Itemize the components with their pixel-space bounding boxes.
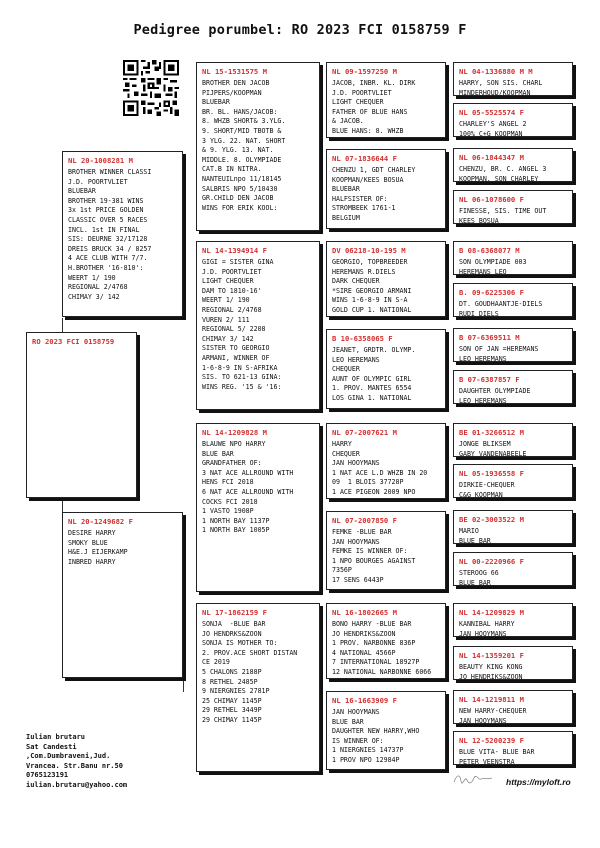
pigeon-description: NEW HARRY-CHEQUER JAN HOOYMANS xyxy=(459,707,527,724)
ring-number: RO 2023 FCI 0158759 xyxy=(32,337,115,346)
ring-number: NL 05-1936558 F xyxy=(459,469,524,478)
great-grandparent-card[interactable] xyxy=(326,62,446,138)
gg-grandparent-card[interactable] xyxy=(453,464,573,498)
pigeon-description: JONGE BLIKSEM GABY VANDENABEELE xyxy=(459,440,527,457)
ring-number: NL 06-1844347 M xyxy=(459,153,524,162)
pigeon-description: CHARLEY'S ANGEL 2 100% C+G KOOPMAN xyxy=(459,120,527,137)
ring-number: B 07-6387857 F xyxy=(459,375,520,384)
ring-number: B 10-6358065 F xyxy=(332,334,393,343)
great-grandparent-card[interactable] xyxy=(326,603,446,679)
gg-grandparent-card[interactable] xyxy=(453,510,573,544)
owner-name: Iulian brutaru xyxy=(26,733,86,741)
pigeon-description: CHENZU, BR. C. ANGEL 3 KOOPMAN, SON CHARLEY xyxy=(459,165,547,182)
ring-number: NL 12-5200239 F xyxy=(459,736,524,745)
ring-number: NL 20-1249682 F xyxy=(68,517,133,526)
pigeon-description: DT. GOUDHAANTJE-DIELS RUDI DIELS xyxy=(459,300,543,317)
ring-number: NL 14-1394914 F xyxy=(202,246,267,255)
pigeon-description: SONJA -BLUE BAR JO HENDRKS&ZOON SONJA IS MOTHER TO: 2. PROV.ACE SHORT DISTAN CE 2019 5 CHALONS 2188P 8 RETHEL 2485P 9 NIERGNIES 2781P 25 CHIMAY 1145P 29 RETHEL 3449P 29 CHIMAY 1145P xyxy=(202,620,298,724)
pigeon-description: CHENZU 1, GDT CHARLEY KOOPMAN/KEES BOSUA BLUEBAR HALFSISTER OF: STROMBEEK 1761-1 BELGIUM xyxy=(332,166,416,222)
pigeon-description: BLUE VITA- BLUE BAR PETER VEENSTRA xyxy=(459,748,535,765)
great-grandparent-card[interactable] xyxy=(326,241,446,317)
gg-grandparent-card[interactable] xyxy=(453,283,573,317)
grandparent-card[interactable] xyxy=(196,241,320,410)
ring-number: NL 16-1802665 M xyxy=(332,608,397,617)
dam-card[interactable] xyxy=(62,512,183,678)
ring-number: NL 14-1209829 M xyxy=(459,608,524,617)
owner-phone: 0765123191 xyxy=(26,771,69,780)
pigeon-description: STEROOG 66 BLUE BAR xyxy=(459,569,499,586)
great-grandparent-card[interactable] xyxy=(326,149,446,229)
pigeon-description: GIGI = SISTER GINA J.D. POORTVLIET LIGHT CHEQUER DAM TO 1810-16' WEERT 1/ 190 REGIONAL 2/4768 VUREN 2/ 111 REGIONAL 5/ 2208 CHIMAY 3/ 142 SISTER TO GEORGIO ARMANI, WINNER OF 1-6-8-9 IN S-AFRIKA SIS. TO 621-13 GINA: WINS REG. '15 & '16: xyxy=(202,258,282,391)
subject-pigeon-card[interactable] xyxy=(26,332,137,498)
gg-grandparent-card[interactable] xyxy=(453,646,573,680)
gg-grandparent-card[interactable] xyxy=(453,190,573,224)
gg-grandparent-card[interactable] xyxy=(453,148,573,182)
ring-number: NL 07-2007621 M xyxy=(332,428,397,437)
ring-number: NL 07-1836644 F xyxy=(332,154,397,163)
pigeon-description: HARRY, SON SIS. CHARL MINDERHOUD/KOOPMAN xyxy=(459,79,543,96)
gg-grandparent-card[interactable] xyxy=(453,103,573,137)
great-grandparent-card[interactable] xyxy=(326,511,446,590)
pigeon-description: KANNIBAL HARRY JAN HOOYMANS xyxy=(459,620,515,637)
website-link[interactable]: https://myloft.ro xyxy=(506,777,571,787)
ring-number: NL 20-1008281 M xyxy=(68,156,133,165)
great-grandparent-card[interactable] xyxy=(326,691,446,770)
ring-number: NL 14-1209828 M xyxy=(202,428,267,437)
owner-contact xyxy=(26,733,127,791)
pigeon-description: BONO HARRY -BLUE BAR JO HENDRIKS&ZOON 1 PROV. NARBONNE 836P 4 NATIONAL 4566P 7 INTERNATIONAL 18927P 12 NATIONAL NARBONNE 6066 xyxy=(332,620,432,676)
qr-code-icon xyxy=(123,60,179,116)
pigeon-description: BLAUWE NPO HARRY BLUE BAR GRANDFATHER OF: 3 NAT ACE ALLROUND WITH HENS FCI 2018 6 NAT ACE ALLROUND WITH COCKS FCI 2018 1 VASTO 1908P 1 NORTH BAY 1137P 1 NORTH BAY 1005P xyxy=(202,440,294,535)
ring-number: NL 17-1862159 F xyxy=(202,608,267,617)
ring-number: NL 04-1336880 M M xyxy=(459,67,533,76)
gg-grandparent-card[interactable] xyxy=(453,690,573,724)
ring-number: B 07-6369511 M xyxy=(459,333,520,342)
sire-card[interactable] xyxy=(62,151,183,317)
pigeon-description: FINESSE, SIS. TIME OUT KEES BOSUA xyxy=(459,207,547,224)
ring-number: NL 14-1219811 M xyxy=(459,695,524,704)
grandparent-card[interactable] xyxy=(196,603,320,772)
pigeon-description: BROTHER WINNER CLASSI J.D. POORTVLIET BLUEBAR BROTHER 19-381 WINS 3x 1st PRICE GOLDEN CLASSIC OVER 5 RACES INCL. 1st IN FINAL SIS: DEURNE 32/17128 DREIS BRUCK 34 / 8257 4 ACE CLUB WITH 7/7. H.BROTHER '16-810': WEERT 1/ 190 REGIONAL 2/4768 CHIMAY 3/ 142 xyxy=(68,168,152,301)
connector-line xyxy=(183,160,184,312)
gg-grandparent-card[interactable] xyxy=(453,603,573,637)
owner-email: iulian.brutaru@yahoo.com xyxy=(26,780,128,789)
pigeon-description: GEORGIO, TOPBREEDER HEREMANS R.DIELS DARK CHEQUER *SIRE GEORGIO ARMANI WINS 1-6-8-9 IN S-A GOLD CUP 1. NATIONAL xyxy=(332,258,412,314)
pigeon-description: HARRY CHEQUER JAN HOOYMANS 1 NAT ACE L.D WHZB IN 20 09 1 BLOIS 37728P 1 ACE PIGEON 2009 NPO xyxy=(332,440,428,496)
owner-address: Vrancea. Str.Banu nr.50 xyxy=(26,761,123,770)
signature-icon xyxy=(452,771,494,787)
ring-number: BE 01-3266512 M xyxy=(459,428,524,437)
gg-grandparent-card[interactable] xyxy=(453,328,573,362)
pigeon-description: SON OF JAN =HEREMANS LEO HEREMANS xyxy=(459,345,539,362)
ring-number: DV 06218-10-195 M xyxy=(332,246,406,255)
owner-commune: ,Com.Dumbraveni,Jud. xyxy=(26,752,111,761)
gg-grandparent-card[interactable] xyxy=(453,423,573,457)
great-grandparent-card[interactable] xyxy=(326,329,446,409)
pigeon-description xyxy=(27,347,136,349)
ring-number: NL 16-1663909 F xyxy=(332,696,397,705)
gg-grandparent-card[interactable] xyxy=(453,241,573,275)
pigeon-description: JEANET, GRDTR. OLYMP. LEO HEREMANS CHEQUER AUNT OF OLYMPIC GIRL 1. PROV. MANTES 6554 LOS GINA 1. NATIONAL xyxy=(332,346,416,402)
pigeon-description: JAN HOOYMANS BLUE BAR DAUGHTER NEW HARRY,WHO IS WINNER OF: 1 NIERGNIES 14737P 1 PROV NPO 12984P xyxy=(332,708,420,764)
ring-number: BE 02-3003522 M xyxy=(459,515,524,524)
pigeon-description: DESIRE HARRY SMOKY BLUE H&E.J EIJERKAMP INBRED HARRY xyxy=(68,529,128,566)
pigeon-description: FEMKE -BLUE BAR JAN HOOYMANS FEMKE IS WINNER OF: 1 NPO BOURGES AGAINST 7356P 17 SENS 6443P xyxy=(332,528,416,584)
ring-number: NL 07-2007850 F xyxy=(332,516,397,525)
gg-grandparent-card[interactable] xyxy=(453,62,573,96)
pigeon-description: BROTHER DEN JACOB PIJPERS/KOOPMAN BLUEBAR BR. BL. HANS/JACOB: 8. WHZB SHORT& 3.YLG. 9. SHORT/MID TBOTB & 3 YLG. 22. NAT. SHORT & 9. YLG. 13. NAT. MIDDLE. 8. OLYMPIADE CAT.B IN NITRA. NANTEUILnpo 11/18145 SALBRIS NPO 5/10430 GR.CHILD DEN JACOB WINS FOR ERIK KOOL: xyxy=(202,79,286,212)
great-grandparent-card[interactable] xyxy=(326,423,446,499)
pigeon-description: JACOB, INBR. KL. DIRK J.D. POORTVLIET LIGHT CHEQUER FATHER OF BLUE HANS & JACOB. BLUE HANS: 8. WHZB xyxy=(332,79,416,135)
page-title: Pedigree porumbel: RO 2023 FCI 0158759 F xyxy=(133,22,467,38)
ring-number: NL 09-1597250 M xyxy=(332,67,397,76)
ring-number: NL 14-1359201 F xyxy=(459,651,524,660)
gg-grandparent-card[interactable] xyxy=(453,370,573,404)
pigeon-description: SON OLYMPIADE 003 HEREMANS LEO xyxy=(459,258,527,275)
connector-line xyxy=(183,516,184,692)
pigeon-description: MARIO BLUE BAR xyxy=(459,527,491,544)
pigeon-description: DAUGHTER OLYMPIADE LEO HEREMANS xyxy=(459,387,531,404)
grandparent-card[interactable] xyxy=(196,62,320,231)
ring-number: NL 06-1078600 F xyxy=(459,195,524,204)
owner-village: Sat Candesti xyxy=(26,742,77,751)
grandparent-card[interactable] xyxy=(196,423,320,592)
pigeon-description: DIRKIE-CHEQUER C&G KOOPMAN xyxy=(459,481,515,498)
pigeon-description: BEAUTY KING KONG JO HENDRIKS&ZOON xyxy=(459,663,523,680)
gg-grandparent-card[interactable] xyxy=(453,731,573,765)
ring-number: NL 00-2220966 F xyxy=(459,557,524,566)
ring-number: B 08-6368077 M xyxy=(459,246,520,255)
ring-number: B. 09-6225306 F xyxy=(459,288,524,297)
ring-number: NL 05-5525574 F xyxy=(459,108,524,117)
ring-number: NL 15-1531575 M xyxy=(202,67,267,76)
gg-grandparent-card[interactable] xyxy=(453,552,573,586)
